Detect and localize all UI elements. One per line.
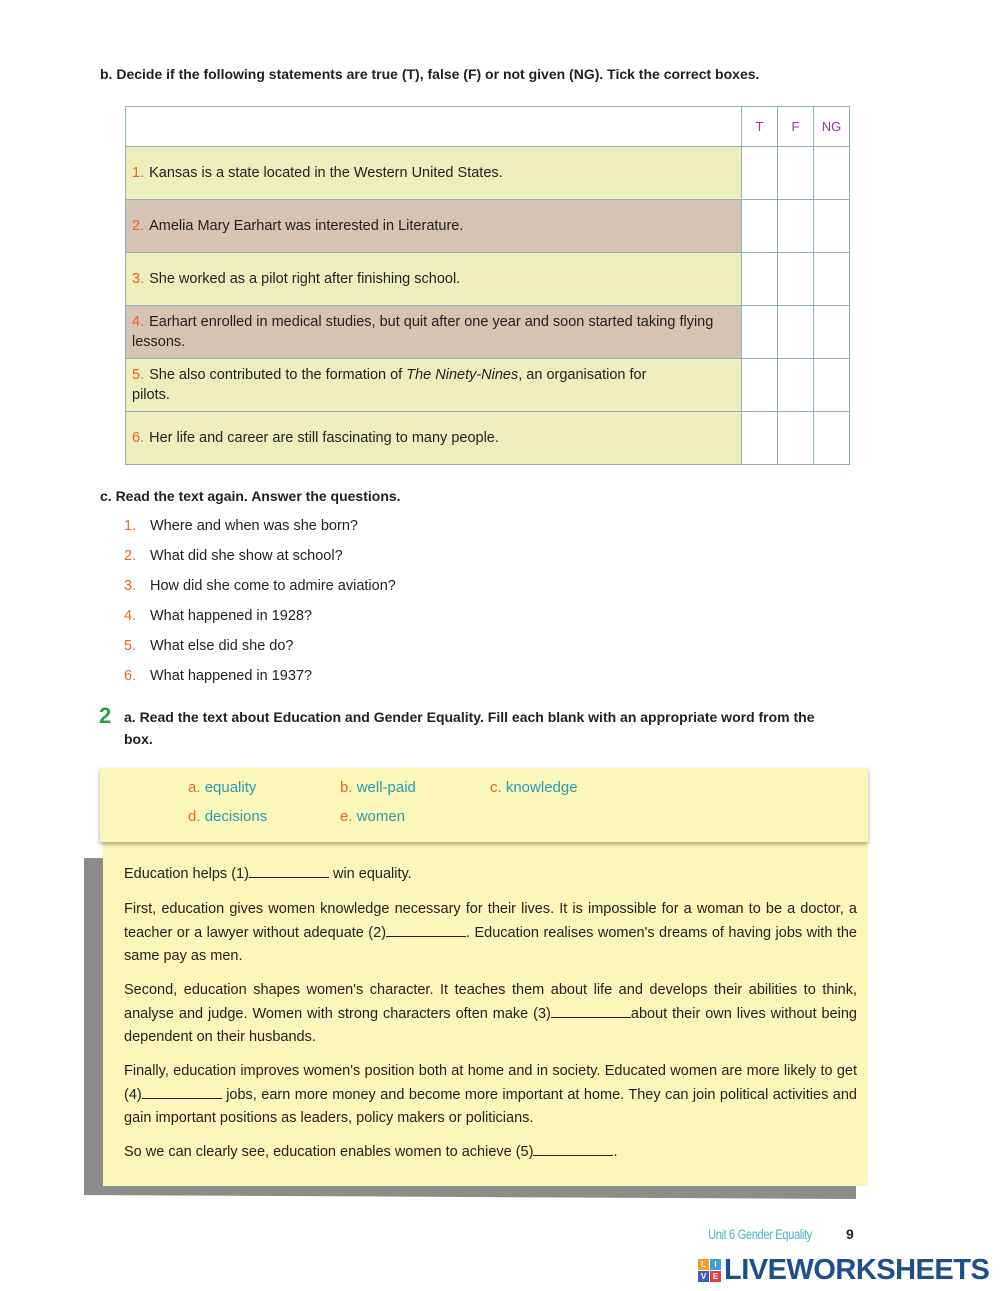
word-text: knowledge	[505, 779, 578, 796]
question-text: Where and when was she born?	[150, 518, 358, 534]
word-option	[490, 779, 578, 796]
question-item	[124, 518, 358, 534]
question-item	[124, 608, 312, 624]
tick-box-f[interactable]	[778, 306, 814, 359]
word-option	[188, 808, 267, 825]
statement	[126, 200, 742, 253]
statement-italic-title: The Ninety-Nines	[406, 367, 519, 383]
blank-2[interactable]	[386, 924, 466, 937]
tick-box-f[interactable]	[778, 412, 814, 465]
tick-box-ng[interactable]	[814, 359, 850, 412]
statement-number: 3.	[132, 271, 145, 287]
word-text: well-paid	[356, 779, 416, 796]
question-number: 4.	[124, 608, 137, 624]
text: Finally, education improves women's position both at home and in society. Educated women are more likely to get (4)	[124, 1063, 857, 1103]
question-item	[124, 548, 343, 564]
tick-box-ng[interactable]	[814, 200, 850, 253]
statement	[126, 306, 742, 359]
word-letter: b.	[340, 779, 353, 796]
tick-box-t[interactable]	[742, 306, 778, 359]
section-c-instruction: c. Read the text again. Answer the questions.	[100, 488, 401, 504]
statement	[126, 253, 742, 306]
word-text: decisions	[204, 808, 268, 825]
statement-number: 1.	[132, 165, 145, 181]
section-b-instruction: b. Decide if the following statements are true (T), false (F) or not given (NG). Tick the correct boxes.	[100, 66, 760, 82]
statement-text: Her life and career are still fascinating to many people.	[149, 430, 499, 446]
logo-icon	[698, 1259, 721, 1282]
text: .	[613, 1144, 618, 1160]
table-row	[126, 306, 850, 359]
paragraph-1	[124, 863, 857, 887]
statement-number: 4.	[132, 314, 145, 330]
statement	[126, 412, 742, 465]
tick-box-f[interactable]	[778, 359, 814, 412]
tick-box-f[interactable]	[778, 253, 814, 306]
statement-text: Amelia Mary Earhart was interested in Literature.	[149, 218, 464, 234]
blank-5[interactable]	[533, 1143, 613, 1156]
blank-3[interactable]	[551, 1005, 631, 1018]
text: about their own lives without being dependent on their husbands.	[124, 1005, 857, 1045]
question-text: How did she come to admire aviation?	[150, 578, 396, 594]
question-text: What happened in 1928?	[150, 608, 313, 624]
question-number: 5.	[124, 638, 137, 654]
question-number: 1.	[124, 518, 137, 534]
tick-box-ng[interactable]	[814, 147, 850, 200]
statement-number: 2.	[132, 218, 145, 234]
text: Education helps (1)	[124, 866, 249, 882]
question-text: What else did she do?	[150, 638, 294, 654]
word-text: women	[356, 808, 406, 825]
tick-box-ng[interactable]	[814, 306, 850, 359]
tick-box-t[interactable]	[742, 412, 778, 465]
tick-box-t[interactable]	[742, 359, 778, 412]
text: . Education realises women's dreams of having jobs with the same pay as men.	[124, 924, 857, 964]
paragraph-3	[124, 979, 857, 1050]
tick-box-ng[interactable]	[814, 253, 850, 306]
col-header-f: F	[778, 107, 814, 147]
col-header-t: T	[742, 107, 778, 147]
text: First, education gives women knowledge necessary for their lives. It is impossible for a woman to be a doctor, a teacher or a lawyer without adequate (2)	[124, 901, 857, 941]
question-text: What did she show at school?	[150, 548, 343, 564]
logo-letter: E	[710, 1271, 721, 1282]
question-number: 2.	[124, 548, 137, 564]
paragraph-4	[124, 1060, 857, 1131]
statement-text: Kansas is a state located in the Western United States.	[149, 165, 503, 181]
text: Second, education shapes women's character. It teaches them about life and develops their abilities to think, analyse and judge. Women with strong characters often make (3)	[124, 982, 857, 1022]
tick-box-t[interactable]	[742, 200, 778, 253]
logo-letter: V	[698, 1271, 709, 1282]
question-number: 3.	[124, 578, 137, 594]
table-row	[126, 147, 850, 200]
logo-letter: I	[710, 1259, 721, 1270]
word-box	[100, 768, 868, 842]
table-row	[126, 359, 850, 412]
word-option	[340, 808, 405, 825]
word-option	[340, 779, 416, 796]
text: win equality.	[328, 866, 412, 882]
paragraph-5	[124, 1141, 857, 1165]
word-letter: d.	[188, 808, 201, 825]
word-text: equality	[204, 779, 257, 796]
blank-1[interactable]	[249, 865, 329, 878]
tick-box-f[interactable]	[778, 200, 814, 253]
question-number: 6.	[124, 668, 137, 684]
statement-number: 5.	[132, 367, 145, 383]
text: jobs, earn more money and become more important at home. They can join political activities and gain important positions as leaders, policy makers or politicians.	[124, 1086, 857, 1126]
statement	[126, 147, 742, 200]
unit-title: Unit 6 Gender Equality	[708, 1226, 812, 1242]
table-row	[126, 412, 850, 465]
question-item	[124, 638, 293, 654]
table-row	[126, 200, 850, 253]
logo-letter: L	[698, 1259, 709, 1270]
statement-number: 6.	[132, 430, 145, 446]
word-letter: a.	[188, 779, 201, 796]
table-row	[126, 253, 850, 306]
true-false-table	[125, 106, 850, 465]
page-number: 9	[846, 1226, 854, 1242]
exercise-2-instruction: a. Read the text about Education and Gender Equality. Fill each blank with an appropriate word from the box.	[124, 709, 815, 747]
question-item	[124, 578, 396, 594]
statement-text: She worked as a pilot right after finishing school.	[149, 271, 461, 287]
paragraph-2	[124, 898, 857, 969]
blank-4[interactable]	[142, 1086, 222, 1099]
tick-box-t[interactable]	[742, 253, 778, 306]
question-item	[124, 668, 312, 684]
tick-box-f[interactable]	[778, 147, 814, 200]
question-text: What happened in 1937?	[150, 668, 313, 684]
text: So we can clearly see, education enables women to achieve (5)	[124, 1144, 534, 1160]
tick-box-ng[interactable]	[814, 412, 850, 465]
word-option	[188, 779, 256, 796]
statement-text: , an organisation for pilots.	[132, 367, 647, 403]
word-letter: e.	[340, 808, 353, 825]
tick-box-t[interactable]	[742, 147, 778, 200]
statement-text: Earhart enrolled in medical studies, but quit after one year and soon started taking flying lessons.	[132, 314, 714, 350]
statement-text: She also contributed to the formation of	[149, 367, 407, 383]
brand-name: LIVEWORKSHEETS	[724, 1254, 990, 1286]
liveworksheets-logo	[698, 1254, 989, 1287]
exercise-number: 2	[99, 703, 112, 728]
word-letter: c.	[490, 779, 502, 796]
statement	[126, 359, 742, 412]
header-blank	[126, 107, 742, 147]
col-header-ng: NG	[814, 107, 850, 147]
